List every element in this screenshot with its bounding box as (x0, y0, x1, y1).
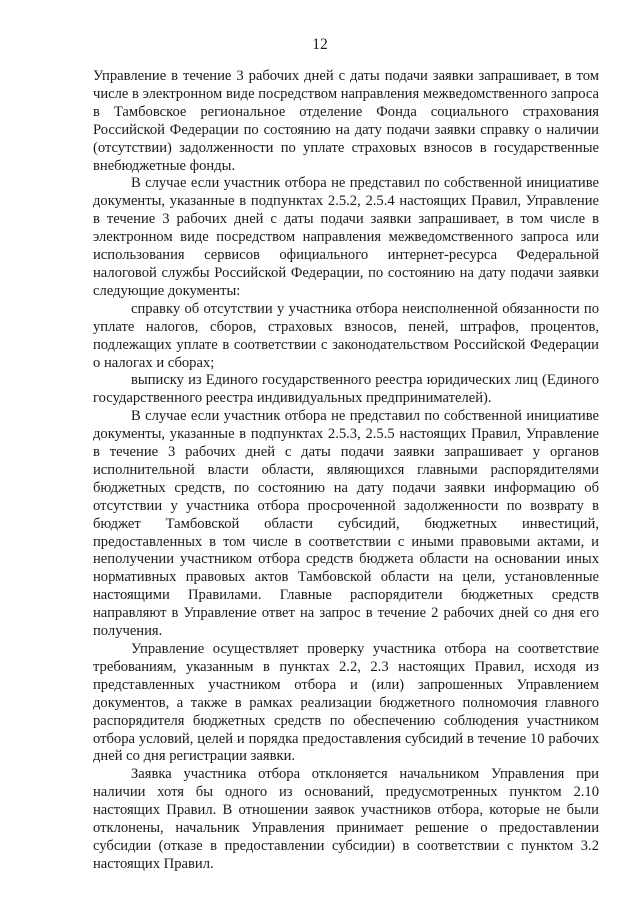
paragraph-participant-verification: Управление осуществляет проверку участника отбора на соответствие требованиям, указанным в пунктах 2.2, 2.3 настоящих Правил, исходя из представленных участником отбора и (или) запрошенных Управлением документов, а также в рамках реализации бюджетного полномочия главного распорядителя бюджетных средств по обеспечению соблюдения участником отбора условий, целей и порядка предоставления субсидий в течение 10 рабочих дней со дня регистрации заявки. (93, 641, 599, 765)
paragraph-registry-extract: выписку из Единого государственного реестра юридических лиц (Единого государственного реестра индивидуальных предпринимателей). (93, 372, 599, 407)
paragraph-application-rejection: Заявка участника отбора отклоняется начальником Управления при наличии хотя бы одного из оснований, предусмотренных пунктом 2.10 настоящих Правил. В отношении заявок участников отбора, которые не были отклонены, начальник Управления принимает решение о предоставлении субсидии (отказе в предоставлении субсидии) в соответствии с пунктом 3.2 настоящих Правил. (93, 766, 599, 872)
paragraph-budget-debt-request: В случае если участник отбора не представил по собственной инициативе документы, указанные в подпунктах 2.5.3, 2.5.5 настоящих Правил, Управление в течение 3 рабочих дней с даты подачи заявки запрашивает у органов исполнительной власти области, являющихся главными распорядителями бюджетных средств, по состоянию на дату подачи заявки информацию об отсутствии у участника отбора просроченной задолженности по возврату в бюджет Тамбовской области субсидий, бюджетных инвестиций, предоставленных в том числе в соответствии с иными правовыми актами, и неполучении участником отбора средств бюджета области на основании иных нормативных правовых актов Тамбовской области на цели, установленные настоящими Правилами. Главные распорядители бюджетных средств направляют в Управление ответ на запрос в течение 2 рабочих дней со дня его получения. (93, 408, 599, 640)
paragraph-tax-documents-request: В случае если участник отбора не представил по собственной инициативе документы, указанные в подпунктах 2.5.2, 2.5.4 настоящих Правил, Управление в течение 3 рабочих дней с даты подачи заявки запрашивает, в том числе в электронном виде посредством направления межведомственного запроса или использования сервисов официального интернет-ресурса Федеральной налоговой службы Российской Федерации, по состоянию на дату подачи заявки следующие документы: (93, 175, 599, 299)
document-body (93, 68, 599, 874)
page-number: 12 (312, 36, 328, 53)
paragraph-tax-debt-certificate: справку об отсутствии у участника отбора неисполненной обязанности по уплате налогов, сборов, страховых взносов, пеней, штрафов, процентов, подлежащих уплате в соответствии с законодательством Российской Федерации о налогах и сборах; (93, 300, 599, 371)
paragraph-request-social-insurance: Управление в течение 3 рабочих дней с даты подачи заявки запрашивает, в том числе в электронном виде посредством направления межведомственного запроса в Тамбовское региональное отделение Фонда социального страхования Российской Федерации по состоянию на дату подачи заявки справку о наличии (отсутствии) задолженности по уплате страховых взносов в государственные внебюджетные фонды. (93, 68, 599, 174)
